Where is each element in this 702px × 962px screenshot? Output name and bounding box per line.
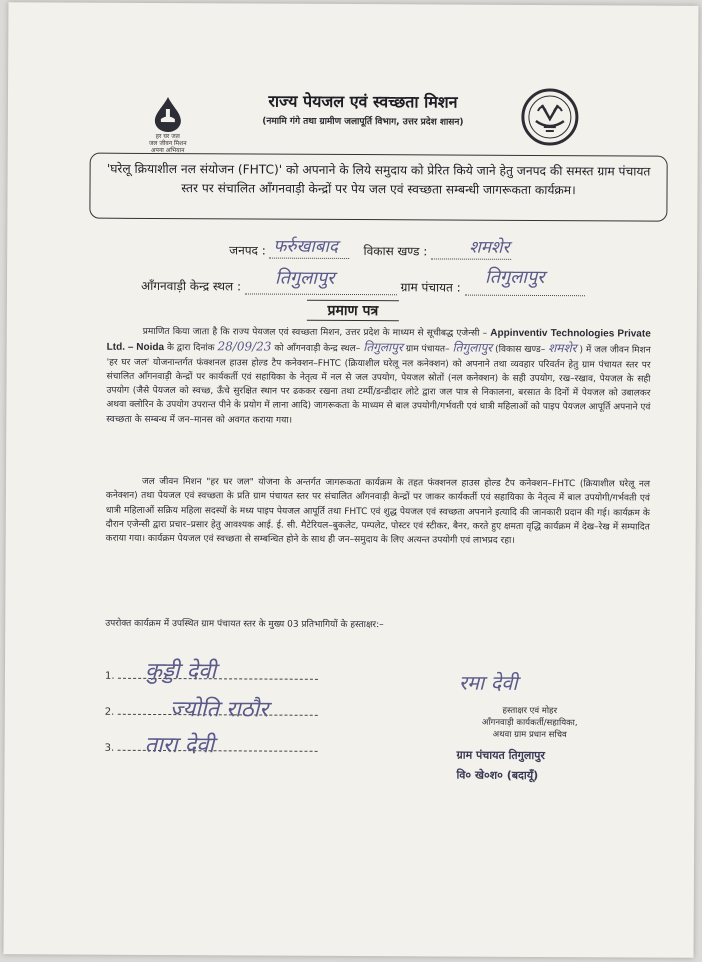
para1-part-f: ) में जल जीवन मिशन 'हर घर जल' योजनान्तर्गत फंक्शनल हाउस होल्ड टैप कनेक्शन–FHTC (क्रियाशील घरेलू नल कनेक्शन) को अपनाने तथा व्यवहार परिवर्तन हेतु ग्राम पंचायत स्तर पर संचालित आँगनवाड़ी केन्द्रों पर कार्यकर्ती एवं सहायिका के नेतृत्व में नल से जल उपयोग, पेयजल स्रोतों (नल कनेक्शन) के सही उपयोग, रख–रखाव, पेयजल के सही उपयोग (जैसे पेयजल को स्वच्छ, ऊँचे सुरक्षित स्थान पर ढककर रखना तथा टर्म्पी/डन्डीदार लोटे द्वारा जल पात्र से निकालना, बरसात के दिनों में पेयजल को उबालकर अथवा क्लोरिन के उपयोग उपरान्त पीने के प्रयोग में लाना आदि) जागरूकता के माध्यम से बाल उपयोगी/गर्भवती एवं धात्री महिलाओं को पाइप पेयजल आपूर्ति अपनाने एवं स्वच्छता के सम्बन्ध में जन–मानस को अवगत कराया गया। bbox=[106, 345, 651, 426]
block-handwritten: शमशेर bbox=[469, 237, 510, 258]
stamp-line-2: वि० खे०श० (बदायूँ) bbox=[456, 768, 539, 782]
date-handwritten: 28/09/23 bbox=[217, 339, 272, 354]
signatory-line-1: हस्ताक्षर एवं मोहर bbox=[502, 705, 558, 717]
up-government-emblem bbox=[520, 87, 580, 151]
district-handwritten: फर्रुखाबाद bbox=[273, 236, 339, 257]
logo-caption-3: अपना अभियान bbox=[150, 146, 185, 155]
vk-handwritten: शमशेर bbox=[548, 341, 577, 356]
participant-number: 2. bbox=[104, 706, 115, 718]
participant-1-signature: कुड्डी देवी bbox=[144, 658, 217, 685]
page-title: राज्य पेयजल एवं स्वच्छता मिशन bbox=[268, 91, 458, 112]
signatory-line-3: अथवा ग्राम प्रधान सचिव bbox=[492, 729, 567, 741]
certificate-paragraph-1 bbox=[106, 325, 651, 430]
participant-2-signature: ज्योति राठौर bbox=[169, 697, 269, 723]
har-ghar-jal-logo bbox=[138, 95, 198, 154]
participant-number: 1. bbox=[104, 670, 115, 682]
anganwadi-handwritten: तिगुलापुर bbox=[275, 267, 335, 289]
para1-part-e: (विकास खण्ड– bbox=[495, 345, 546, 356]
block-label: विकास खण्ड : bbox=[363, 244, 428, 259]
para1-part-b: के द्वारा दिनांक bbox=[166, 343, 215, 354]
stamp-line-1: ग्राम पंचायत तिगुलापुर bbox=[456, 748, 545, 763]
anganwadi-label: आँगनवाड़ी केन्द्र स्थल : bbox=[140, 278, 242, 294]
logo-caption-2: जल जीवन मिशन bbox=[148, 139, 187, 148]
certificate-document bbox=[4, 2, 699, 958]
para1-part-a: प्रमाणित किया जाता है कि राज्य पेयजल एवं स्वच्छता मिशन, उत्तर प्रदेश के माध्यम से सूचीबद्ध एजेन्सी – bbox=[142, 326, 488, 339]
water-drop-icon bbox=[151, 95, 185, 133]
participant-3-signature: तारा देवी bbox=[144, 732, 215, 759]
emblem-icon bbox=[520, 87, 580, 147]
official-stamp bbox=[456, 746, 545, 786]
certificate-paragraph-2: जल जीवन मिशन "हर घर जल" योजना के अन्तर्गत जागरूकता कार्यक्रम के तहत फंक्शनल हाउस होल्ड टैप कनेक्शन–FHTC (क्रियाशील घरेलू नल कनेक्शन) तथा पेयजल एवं स्वच्छता के प्रति ग्राम पंचायत स्तर पर संचालित आँगनवाड़ी केन्द्रों पर जाकर कार्यकर्ती एवं सहायिका के नेतृत्व में बाल उपयोगी/गर्भवती एवं धात्री महिलाओं सक्रिय महिला सदस्यों के मध्य पाइप पेयजल आपूर्ति तथा FHTC एवं शुद्ध पेयजल एवं स्वच्छता अपनाने इत्यादि की जानकारी प्रदान की गई। कार्यक्रम के दौरान एजेन्सी द्वारा प्रचार–प्रसार हेतु आवश्यक आई. ई. सी. मैटेरियल–बुकलेट, पम्पलेट, पोस्टर एवं स्टीकर, बैनर, करते हुए क्षमता वृद्धि कार्यक्रम में देख–रेख में सम्पादित कराया गया। कार्यक्रम पेयजल एवं स्वच्छता से सम्बन्धित होने के साथ ही जन–समुदाय के लिए अत्यन्त उपयोगी एवं लाभप्रद रहा। bbox=[105, 476, 651, 547]
signatory-line-2: आँगनवाड़ी कार्यकर्ती/सहायिका, bbox=[481, 717, 578, 729]
participant-signature-list bbox=[104, 671, 317, 780]
participants-intro: उपरोक्त कार्यक्रम में उपस्थित ग्राम पंचायत स्तर के मुख्य 03 प्रतिभागियों के हस्ताक्षर:– bbox=[105, 618, 384, 631]
panchayat-label: ग्राम पंचायत : bbox=[400, 280, 461, 295]
logo-caption-1: हर घर जल bbox=[155, 132, 180, 141]
site-handwritten: तिगुलापुर bbox=[363, 340, 403, 355]
page-subtitle: (नमामि गंगे तथा ग्रामीण जलापूर्ति विभाग, उत्तर प्रदेश शासन) bbox=[262, 116, 464, 128]
district-label: जनपद : bbox=[229, 243, 266, 258]
para1-part-c: को आँगनवाड़ी केन्द्र स्थल– bbox=[274, 343, 361, 355]
signatory-block bbox=[445, 704, 615, 741]
certificate-title: प्रमाण पत्र bbox=[307, 300, 399, 321]
agency-name: Appinventiv Technologies Private Ltd. – Noida bbox=[106, 327, 651, 354]
participant-number: 3. bbox=[104, 742, 115, 754]
signatory-handwritten: रमा देवी bbox=[458, 670, 518, 695]
para1-part-d: ग्राम पंचायत– bbox=[405, 344, 450, 355]
program-banner: 'घरेलू क्रियाशील नल संयोजन (FHTC)' को अपनाने के लिये समुदाय को प्रेरित किये जाने हेतु जनपद की समस्त ग्राम पंचायत स्तर पर संचालित आँगनवाड़ी केन्द्रों पर पेय जल एवं स्वच्छता सम्बन्धी जागरूकता कार्यक्रम। bbox=[89, 153, 667, 222]
panchayat-handwritten: तिगुलापुर bbox=[485, 266, 545, 289]
gp-handwritten: तिगुलापुर bbox=[452, 340, 493, 356]
